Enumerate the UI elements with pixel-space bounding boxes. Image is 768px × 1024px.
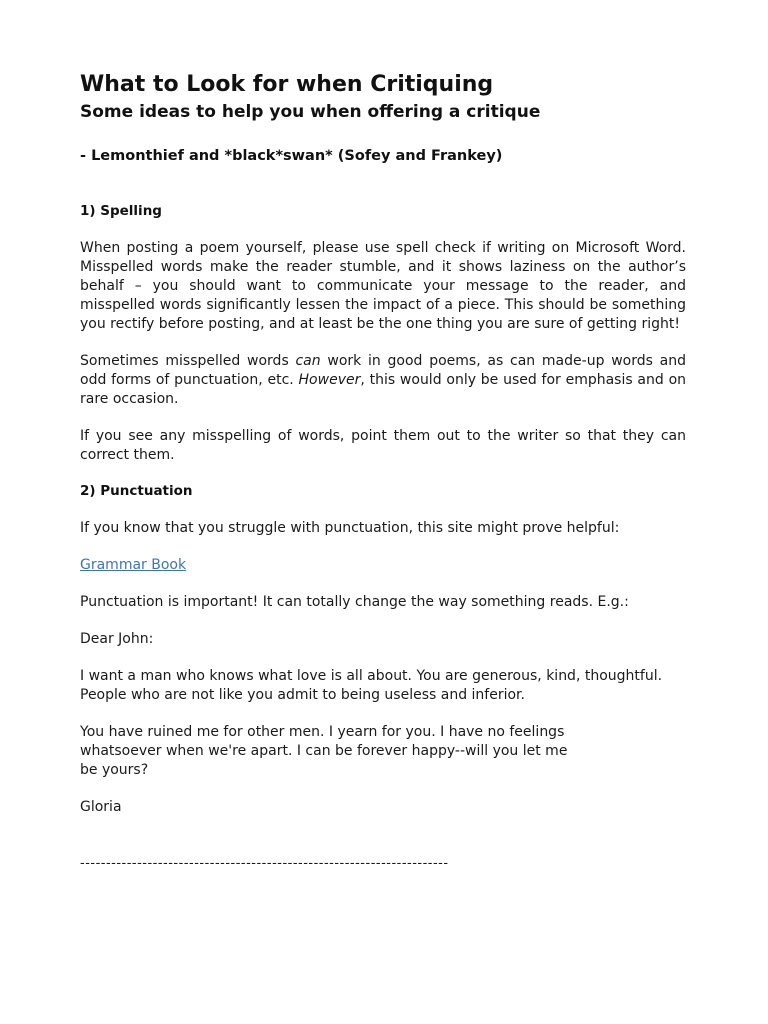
letter-paragraph-2: [80, 723, 686, 780]
punctuation-paragraph-2: Punctuation is important! It can totally change the way something reads. E.g.:: [80, 594, 629, 610]
document-page: [80, 70, 686, 873]
grammar-book-paragraph: [80, 556, 686, 575]
spelling-paragraph-3: If you see any misspelling of words, point them out to the writer so that they can correct them.: [80, 428, 686, 463]
document-title: What to Look for when Critiquing: [80, 72, 494, 97]
letter-p2-line-3: be yours?: [80, 762, 149, 778]
section-heading-spelling: 1) Spelling: [80, 203, 162, 219]
letter-p2-line-1: You have ruined me for other men. I yearn for you. I have no feelings: [80, 724, 565, 740]
section-heading-punctuation: 2) Punctuation: [80, 483, 193, 499]
spelling-p2-text-c: , this would only be used for emphasis and on rare occasion.: [80, 372, 687, 407]
letter-paragraph-1: I want a man who knows what love is all about. You are generous, kind, thoughtful. People who are not like you admit to being useless and inferior.: [80, 668, 663, 703]
grammar-book-link[interactable]: Grammar Book: [80, 557, 187, 573]
letter-signature: Gloria: [80, 799, 122, 815]
spelling-paragraph-1: When posting a poem yourself, please use spell check if writing on Microsoft Word. Misspelled words make the reader stumble, and it shows laziness on the author’s behalf – you should want to communicate your message to the reader, and misspelled words significantly lessen the impact of a piece. This should be something you rectify before posting, and at least be the one thing you are sure of getting right!: [80, 240, 686, 332]
spelling-p2-text-a: Sometimes misspelled words: [80, 353, 296, 369]
letter-p2-line-2: whatsoever when we're apart. I can be forever happy--will you let me: [80, 743, 568, 759]
authors-line: - Lemonthief and *black*swan* (Sofey and Frankey): [80, 148, 503, 164]
spelling-p2-emphasis-can: can: [295, 353, 321, 369]
spelling-p2-text-b: work in good poems, as can made-up words and odd forms of punctuation, etc.: [80, 353, 686, 388]
punctuation-paragraph-1: If you know that you struggle with punctuation, this site might prove helpful:: [80, 520, 620, 536]
spelling-paragraph-2: [80, 352, 686, 409]
letter-salutation: Dear John:: [80, 631, 154, 647]
spelling-p2-emphasis-however: However: [298, 372, 361, 388]
section-divider: -----------------------------------------------------------------------: [80, 856, 449, 871]
document-subtitle: Some ideas to help you when offering a critique: [80, 102, 541, 122]
